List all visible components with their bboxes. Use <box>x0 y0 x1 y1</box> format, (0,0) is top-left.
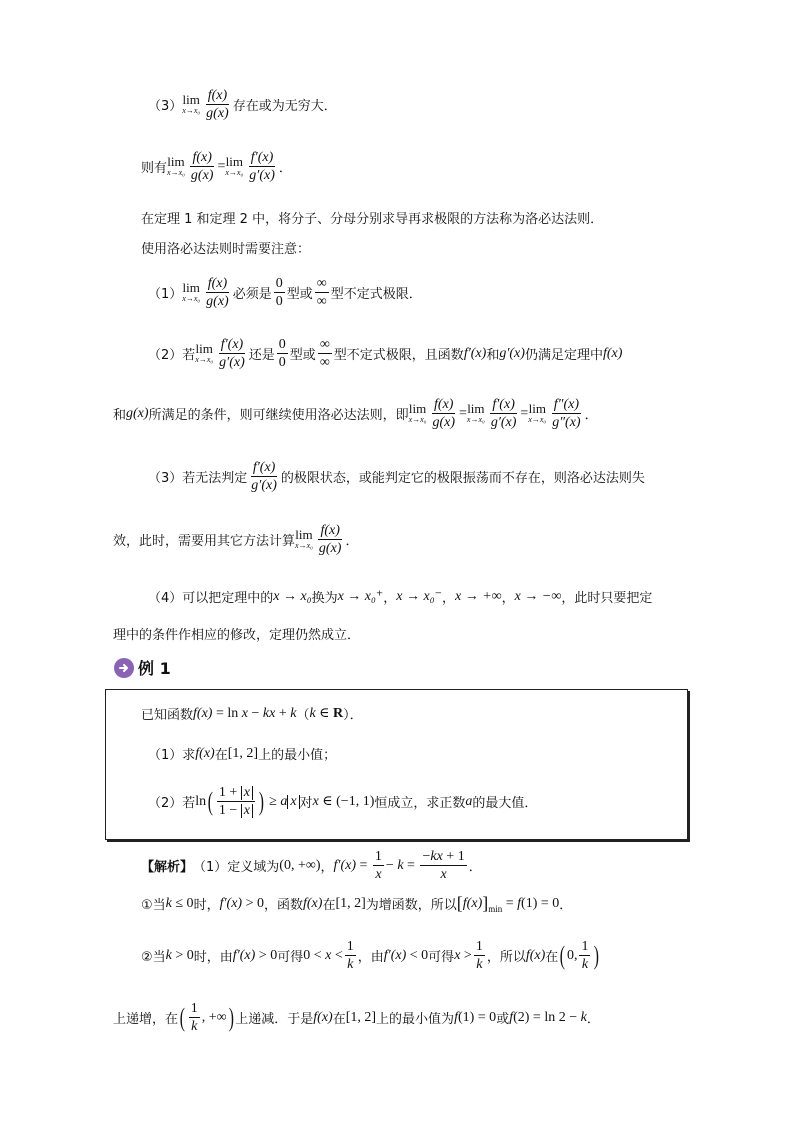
solution-case-2-continuation: 上递增，在 ( $\frac{1}{k}$ , +∞ ) 上递减．于是 f(x) 在 [1, 2] 上的最小值为 f (1) = 0 或 f (2) = ln 2 − k ． <box>113 1001 600 1034</box>
lim-operator: lim x→x₀ <box>195 341 214 364</box>
lim-operator: lim x→x₀ <box>182 280 201 303</box>
fraction-f-over-g: $\frac{f(x)}{g(x)}$ <box>206 276 229 309</box>
fraction-fprime-over-gprime: $\frac{f'(x)}{g'(x)}$ <box>219 337 245 370</box>
fraction-f-over-g: $\frac{f(x)}{g(x)}$ <box>190 150 214 183</box>
fraction-fprime-over-gprime: $\frac{f'(x)}{g'(x)}$ <box>249 150 275 183</box>
solution-case-1: ①当 k ≤ 0 时， f′(x) > 0 ，函数 f(x) 在 [1, 2] 为增函数，所以 [ f(x) ] min = f (1) = 0 ． <box>141 893 573 914</box>
note-1: （1） lim x→x₀ $\frac{f(x)}{g(x)}$ 必须是 $\frac{0}{0}$ 型或 $\frac{\infty}{\infty}$ 型不定式极限． <box>148 276 422 309</box>
paragraph-notes-intro: 使用洛必达法则时需要注意： <box>141 242 311 257</box>
condition-3-text: 存在或为无穷大． <box>232 99 337 114</box>
conclusion-line: 则有 lim x→x₀ $\frac{f(x)}{g(x)}$ = lim x→x₀ $\frac{f'(x)}{g'(x)}$ ． <box>141 150 292 183</box>
example-header <box>114 656 171 679</box>
note-3-continuation: 效，此时，需要用其它方法计算 lim x→x₀ $\frac{f(x)}{g(x)}$ ． <box>113 523 359 556</box>
lim-operator: lim x→x₀ <box>167 154 185 177</box>
problem-question-2: （2）若 ln ( $\frac{1 + x}{1 - x}$ ) ≥ a x 对 x ∈ (−1, 1) 恒成立，求正数 a 的最大值． <box>148 785 538 818</box>
fraction-zero-over-zero: $\frac{0}{0}$ <box>278 337 286 370</box>
condition-3 <box>148 88 337 121</box>
condition-3-label: （3） <box>148 99 183 114</box>
solution-line-1: 【解析】 （1）定义域为 (0, +∞) ， f′(x) = $\frac{1}{x}$ − k = $\frac{-kx + 1}{x}$ ． <box>141 849 482 882</box>
problem-given: 已知函数 f(x) = ln x − kx + k （ k ∈ R ）． <box>141 705 363 723</box>
lim-operator: lim x→x₀ <box>466 401 485 424</box>
note-3: （3）若无法判定 $\frac{f'(x)}{g'(x)}$ 的极限状态，或能判定它的极限振荡而不存在，则洛必达法则失 <box>148 460 645 493</box>
arrow-right-icon <box>114 658 134 678</box>
paragraph-definition: 在定理 1 和定理 2 中，将分子、分母分别求导再求极限的方法称为洛必达法则． <box>141 212 604 227</box>
fraction-inf-over-inf: $\frac{\infty}{\infty}$ <box>316 276 327 309</box>
problem-question-1: （1）求 f(x) 在 [1, 2] 上的最小值； <box>148 745 337 763</box>
conclusion-label: 则有 <box>141 161 168 176</box>
note-2-continuation: 和 g(x) 所满足的条件，则可继续使用洛必达法则，即 lim x→x₀ $\frac{f(x)}{g(x)}$ = lim x→x₀ $\frac{f'(x)}{g'(x)}$ = lim x→x₀ $\frac{f''(x)}{g''(x)}$ ． <box>113 397 598 430</box>
fraction-inf-over-inf: $\frac{\infty}{\infty}$ <box>319 337 330 370</box>
fraction-zero-over-zero: $\frac{0}{0}$ <box>275 276 283 309</box>
lim-operator: lim x→x₀ <box>528 401 547 424</box>
fraction-fprime-over-gprime: $\frac{f'(x)}{g'(x)}$ <box>251 460 277 493</box>
lim-operator: lim x→x₀ <box>295 527 313 550</box>
lim-operator: lim x→x₀ <box>225 154 244 177</box>
example-title: 例 1 <box>138 659 171 678</box>
lim-operator: lim x→x₀ <box>408 401 427 424</box>
note-4: （4）可以把定理中的 x → x₀ 换为 x → x₀⁺ ， x → x₀⁻ ， x → +∞ ， x → −∞ ，此时只要把定 <box>148 588 653 606</box>
fraction-f-over-g: $\frac{f(x)}{g(x)}$ <box>206 88 229 121</box>
solution-case-2: ②当 k > 0 时，由 f′(x) > 0 可得 0 < x < $\frac{1}{k}$ ，由 f′(x) < 0 可得 x > $\frac{1}{k}$ ，所以 f(x) 在 ( 0, $\frac{1}{k}$ ) <box>141 939 600 972</box>
lim-operator: lim x→x₀ <box>182 92 201 115</box>
solution-tag: 【解析】 <box>141 860 194 875</box>
note-4-continuation: 理中的条件作相应的修改，定理仍然成立． <box>113 628 361 643</box>
note-2: （2）若 lim x→x₀ $\frac{f'(x)}{g'(x)}$ 还是 $\frac{0}{0}$ 型或 $\frac{\infty}{\infty}$ 型不定式极限，且函数 f′(x) 和 g′(x) 仍满足定理中 f(x) <box>148 337 623 370</box>
